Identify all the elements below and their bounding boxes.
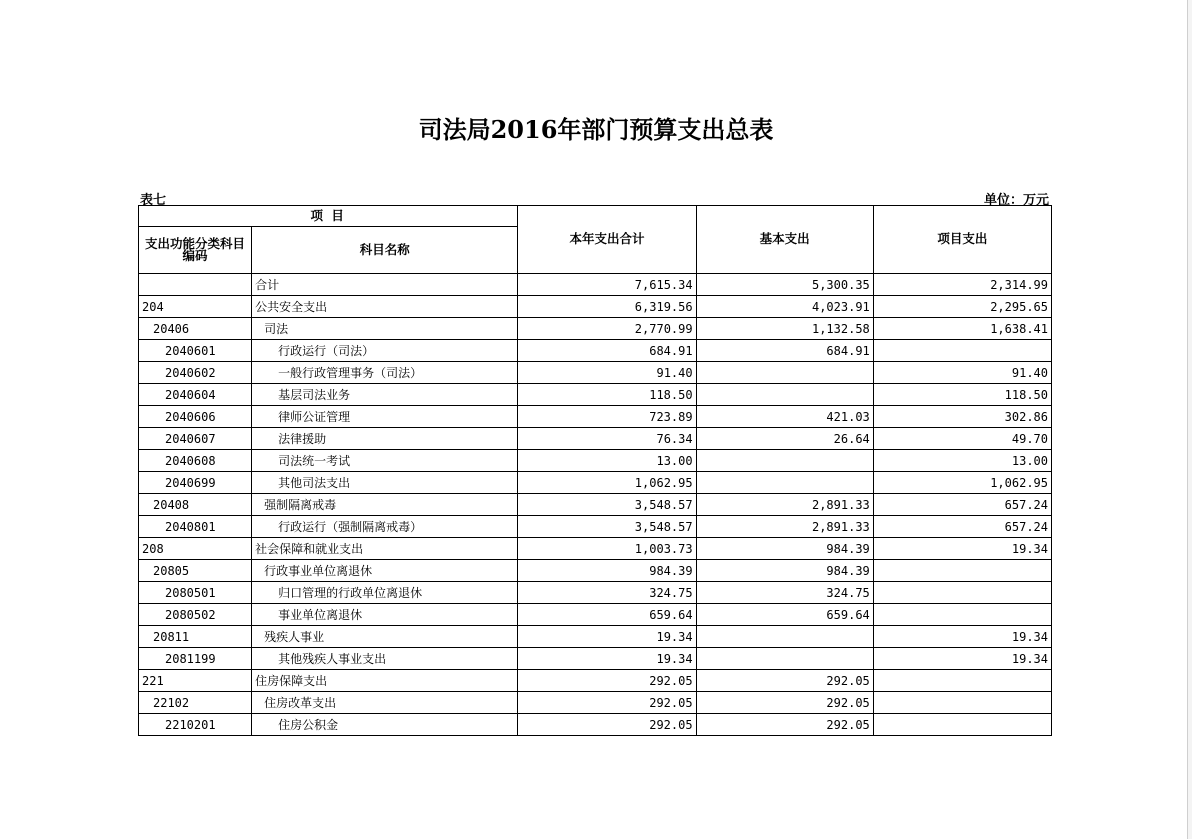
- row-project: [873, 604, 1051, 626]
- row-code: 20406: [139, 318, 252, 340]
- row-name: 行政运行（强制隔离戒毒）: [252, 516, 518, 538]
- row-project: [873, 692, 1051, 714]
- row-total: 76.34: [518, 428, 696, 450]
- row-basic: [696, 648, 873, 670]
- table-header: [139, 206, 1052, 274]
- row-basic: 324.75: [696, 582, 873, 604]
- row-total: 7,615.34: [518, 274, 696, 296]
- row-name: 基层司法业务: [252, 384, 518, 406]
- page-title: 司法局2016年部门预算支出总表: [418, 115, 774, 144]
- row-total: 723.89: [518, 406, 696, 428]
- row-project: 19.34: [873, 626, 1051, 648]
- table-row: [139, 472, 1052, 494]
- row-total: 3,548.57: [518, 494, 696, 516]
- row-basic: 1,132.58: [696, 318, 873, 340]
- row-total: 19.34: [518, 648, 696, 670]
- header-basic: 基本支出: [696, 206, 873, 274]
- row-code: 2040699: [139, 472, 252, 494]
- budget-table: [138, 205, 1052, 736]
- row-code: 2081199: [139, 648, 252, 670]
- row-basic: 2,891.33: [696, 494, 873, 516]
- table-row: [139, 670, 1052, 692]
- row-project: 49.70: [873, 428, 1051, 450]
- header-project: 项目支出: [873, 206, 1051, 274]
- row-total: 292.05: [518, 692, 696, 714]
- row-project: 2,314.99: [873, 274, 1051, 296]
- table-row: [139, 604, 1052, 626]
- table-row: [139, 318, 1052, 340]
- header-code: 支出功能分类科目编码: [139, 227, 252, 274]
- row-name: 司法: [252, 318, 518, 340]
- row-basic: 5,300.35: [696, 274, 873, 296]
- row-total: 3,548.57: [518, 516, 696, 538]
- row-code: [139, 274, 252, 296]
- row-name: 律师公证管理: [252, 406, 518, 428]
- row-total: 13.00: [518, 450, 696, 472]
- row-code: 2040801: [139, 516, 252, 538]
- row-total: 984.39: [518, 560, 696, 582]
- row-code: 2040604: [139, 384, 252, 406]
- row-project: 118.50: [873, 384, 1051, 406]
- row-basic: [696, 626, 873, 648]
- table-row: [139, 428, 1052, 450]
- row-basic: 2,891.33: [696, 516, 873, 538]
- row-name: 强制隔离戒毒: [252, 494, 518, 516]
- table-row: [139, 296, 1052, 318]
- row-basic: 984.39: [696, 538, 873, 560]
- row-project: 13.00: [873, 450, 1051, 472]
- row-project: 19.34: [873, 648, 1051, 670]
- row-total: 91.40: [518, 362, 696, 384]
- row-project: 657.24: [873, 494, 1051, 516]
- table-row: [139, 494, 1052, 516]
- table-row: [139, 274, 1052, 296]
- row-total: 1,003.73: [518, 538, 696, 560]
- row-project: [873, 582, 1051, 604]
- table-row: [139, 692, 1052, 714]
- table-row: [139, 560, 1052, 582]
- row-code: 2080501: [139, 582, 252, 604]
- row-total: 292.05: [518, 670, 696, 692]
- row-name: 社会保障和就业支出: [252, 538, 518, 560]
- row-code: 20805: [139, 560, 252, 582]
- table-row: [139, 538, 1052, 560]
- header-project-group: 项 目: [139, 206, 518, 227]
- row-name: 残疾人事业: [252, 626, 518, 648]
- row-project: [873, 670, 1051, 692]
- row-project: [873, 560, 1051, 582]
- row-basic: [696, 384, 873, 406]
- row-project: 1,638.41: [873, 318, 1051, 340]
- row-name: 司法统一考试: [252, 450, 518, 472]
- row-basic: 421.03: [696, 406, 873, 428]
- table-row: [139, 450, 1052, 472]
- table-row: [139, 626, 1052, 648]
- row-code: 221: [139, 670, 252, 692]
- row-name: 行政事业单位离退休: [252, 560, 518, 582]
- row-basic: 292.05: [696, 714, 873, 736]
- row-name: 住房公积金: [252, 714, 518, 736]
- row-code: 2040601: [139, 340, 252, 362]
- table-row: [139, 362, 1052, 384]
- row-project: [873, 714, 1051, 736]
- row-code: 2040608: [139, 450, 252, 472]
- row-basic: 292.05: [696, 692, 873, 714]
- table-row: [139, 582, 1052, 604]
- row-code: 2040607: [139, 428, 252, 450]
- row-project: 657.24: [873, 516, 1051, 538]
- row-total: 292.05: [518, 714, 696, 736]
- table-row: [139, 340, 1052, 362]
- table-number: 表七: [140, 193, 167, 208]
- row-total: 324.75: [518, 582, 696, 604]
- row-basic: 659.64: [696, 604, 873, 626]
- row-code: 204: [139, 296, 252, 318]
- row-name: 住房保障支出: [252, 670, 518, 692]
- row-code: 20811: [139, 626, 252, 648]
- row-name: 公共安全支出: [252, 296, 518, 318]
- row-basic: 684.91: [696, 340, 873, 362]
- row-project: 19.34: [873, 538, 1051, 560]
- row-total: 6,319.56: [518, 296, 696, 318]
- row-basic: 26.64: [696, 428, 873, 450]
- row-code: 2040602: [139, 362, 252, 384]
- table-body: [139, 274, 1052, 736]
- unit-label: 单位：万元: [983, 193, 1049, 208]
- row-project: 91.40: [873, 362, 1051, 384]
- row-name: 法律援助: [252, 428, 518, 450]
- row-project: 1,062.95: [873, 472, 1051, 494]
- table-row: [139, 648, 1052, 670]
- row-basic: [696, 450, 873, 472]
- row-total: 1,062.95: [518, 472, 696, 494]
- row-code: 208: [139, 538, 252, 560]
- row-name: 住房改革支出: [252, 692, 518, 714]
- row-project: [873, 340, 1051, 362]
- row-code: 20408: [139, 494, 252, 516]
- row-code: 2040606: [139, 406, 252, 428]
- row-code: 22102: [139, 692, 252, 714]
- header-total: 本年支出合计: [518, 206, 696, 274]
- row-name: 事业单位离退休: [252, 604, 518, 626]
- table-row: [139, 384, 1052, 406]
- row-name: 其他司法支出: [252, 472, 518, 494]
- row-basic: 4,023.91: [696, 296, 873, 318]
- row-name: 一般行政管理事务（司法）: [252, 362, 518, 384]
- row-basic: [696, 362, 873, 384]
- row-total: 684.91: [518, 340, 696, 362]
- row-name: 行政运行（司法）: [252, 340, 518, 362]
- row-name: 其他残疾人事业支出: [252, 648, 518, 670]
- row-basic: 984.39: [696, 560, 873, 582]
- table-row: [139, 714, 1052, 736]
- row-project: 302.86: [873, 406, 1051, 428]
- row-total: 2,770.99: [518, 318, 696, 340]
- row-name: 合计: [252, 274, 518, 296]
- row-code: 2080502: [139, 604, 252, 626]
- row-total: 118.50: [518, 384, 696, 406]
- row-total: 659.64: [518, 604, 696, 626]
- row-project: 2,295.65: [873, 296, 1051, 318]
- row-basic: [696, 472, 873, 494]
- row-code: 2210201: [139, 714, 252, 736]
- table-row: [139, 406, 1052, 428]
- row-basic: 292.05: [696, 670, 873, 692]
- row-total: 19.34: [518, 626, 696, 648]
- row-name: 归口管理的行政单位离退休: [252, 582, 518, 604]
- table-row: [139, 516, 1052, 538]
- header-name: 科目名称: [252, 227, 518, 274]
